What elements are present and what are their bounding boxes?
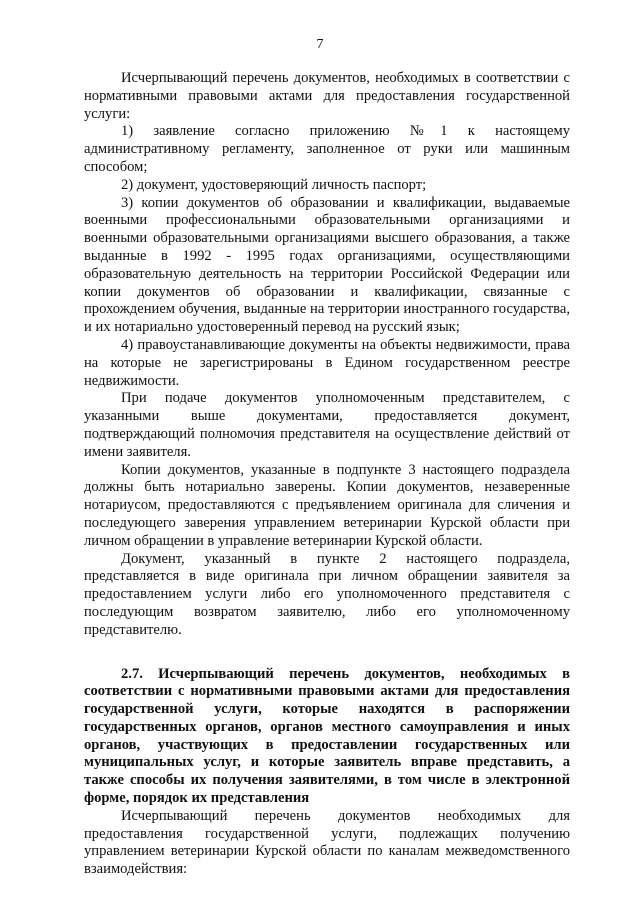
document-body (84, 70, 570, 879)
list-item-passport: 2) документ, удостоверяющий личность паспорт; (121, 176, 427, 193)
section-heading-2-7: 2.7. Исчерпывающий перечень документов, необходимых в соответствии с нормативными правовыми актами для предоставления государственной услуги, которые находятся в распоряжении государственных органов, органов местного самоуправления и иных органов, участвующих в предоставлении государственных или муниципальных услуг, и которые заявитель вправе представить, а также способы их получения заявителями, в том числе в электронной форме, порядок их представления (84, 665, 570, 807)
list-item-education-copies: 3) копии документов об образовании и квалификации, выдаваемые военными профессиональными образовательными организациями и военными образовательными организациями высшего образования, а также выданные в 1992 - 1995 годах организациями, осуществляющими образовательную деятельность на территории Российской Федерации или копии документов об образовании и квалификации, связанные с прохождением обучения, выданные на территории иностранного государства, и их нотариально удостоверенный перевод на русский язык; (84, 194, 570, 336)
representative-paragraph: При подаче документов уполномоченным представителем, с указанными выше документами, предоставляется документ, подтверждающий полномочия представителя на осуществление действий от имени заявителя. (84, 390, 570, 460)
notarized-copies-paragraph: Копии документов, указанные в подпункте 3 настоящего подраздела должны быть нотариально заверены. Копии документов, незаверенные нотариусом, предоставляются с предъявлением оригинала для сличения и последующего заверения управлением ветеринарии Курской области при личном обращении в управление ветеринарии Курской области. (84, 461, 570, 549)
list-item-property-documents: 4) правоустанавливающие документы на объекты недвижимости, права на которые не зарегистрированы в Едином государственном реестре недвижимости. (84, 336, 570, 389)
original-document-paragraph: Документ, указанный в пункте 2 настоящего подраздела, представляется в виде оригинала при личном обращении заявителя за предоставлением услуги либо его уполномоченного представителя с последующим возвратом заявителю, либо его уполномоченному представителю. (84, 550, 570, 638)
list-item-application: 1) заявление согласно приложению №1 к настоящему административному регламенту, заполненное от руки или машинным способом; (84, 123, 570, 175)
interagency-paragraph: Исчерпывающий перечень документов необходимых для предоставления государственной услуги, подлежащих получению управлением ветеринарии Курской области по каналам межведомственного взаимодействия: (84, 807, 570, 878)
page-number: 7 (316, 37, 324, 52)
intro-paragraph: Исчерпывающий перечень документов, необходимых в соответствии с нормативными правовыми актами для предоставления государственной услуги: (84, 70, 570, 122)
